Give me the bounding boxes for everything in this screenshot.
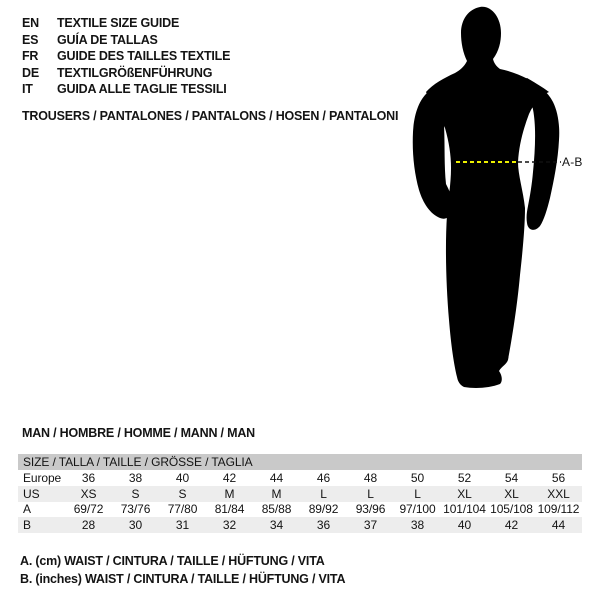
cell: 46 bbox=[316, 470, 331, 485]
cell: 73/76 bbox=[120, 502, 151, 517]
cell: 81/84 bbox=[214, 502, 245, 517]
row-label: US bbox=[18, 486, 65, 502]
cell: L bbox=[394, 486, 441, 502]
size-table bbox=[18, 454, 582, 533]
language-row-es bbox=[22, 32, 230, 49]
cell: 105/108 bbox=[490, 502, 533, 517]
cell: 97/100 bbox=[399, 502, 436, 517]
size-table-header-row bbox=[18, 454, 582, 470]
cell: 44 bbox=[535, 517, 582, 533]
row-label: Europe bbox=[23, 470, 62, 485]
cell: L bbox=[347, 486, 394, 502]
cell: 52 bbox=[457, 470, 472, 485]
cell: 48 bbox=[363, 470, 378, 485]
language-code: FR bbox=[22, 49, 39, 63]
note-b-inches: B. (inches) WAIST / CINTURA / TAILLE / HÜFTUNG / VITA bbox=[20, 571, 346, 586]
cell: 89/92 bbox=[308, 502, 339, 517]
cell: 36 bbox=[300, 517, 347, 533]
cell: 37 bbox=[347, 517, 394, 533]
language-label: TEXTILGRÖßENFÜHRUNG bbox=[57, 65, 213, 80]
language-row-de bbox=[22, 65, 230, 82]
cell: M bbox=[253, 486, 300, 502]
table-row-a-cm bbox=[18, 502, 582, 518]
language-code: DE bbox=[22, 65, 39, 80]
cell: 32 bbox=[206, 517, 253, 533]
cell: 31 bbox=[159, 517, 206, 533]
cell: XL bbox=[488, 486, 535, 502]
cell: 50 bbox=[410, 470, 425, 485]
cell: 28 bbox=[65, 517, 112, 533]
cell: 38 bbox=[128, 470, 143, 485]
cell: 40 bbox=[175, 470, 190, 485]
man-silhouette-icon bbox=[400, 0, 600, 420]
table-row-b-inches bbox=[18, 517, 582, 533]
cell: 30 bbox=[112, 517, 159, 533]
cell: S bbox=[159, 486, 206, 502]
cell: 42 bbox=[488, 517, 535, 533]
cell: 56 bbox=[551, 470, 566, 485]
cell: 54 bbox=[504, 470, 519, 485]
cell: XS bbox=[65, 486, 112, 502]
cell: 44 bbox=[269, 470, 284, 485]
man-silhouette-figure bbox=[400, 0, 600, 420]
section-title-man: MAN / HOMBRE / HOMME / MANN / MAN bbox=[22, 426, 255, 440]
note-a-cm: A. (cm) WAIST / CINTURA / TAILLE / HÜFTUNG / VITA bbox=[20, 554, 325, 568]
cell: M bbox=[206, 486, 253, 502]
language-row-it bbox=[22, 81, 230, 98]
cell: 93/96 bbox=[355, 502, 386, 517]
cell: XXL bbox=[535, 486, 582, 502]
cell: 85/88 bbox=[261, 502, 292, 517]
language-code: IT bbox=[22, 82, 33, 96]
cell: 34 bbox=[253, 517, 300, 533]
language-label: GUIDE DES TAILLES TEXTILE bbox=[57, 49, 231, 63]
cell: 36 bbox=[81, 470, 96, 485]
garment-title: TROUSERS / PANTALONES / PANTALONS / HOSEN / PANTALONI bbox=[22, 109, 399, 123]
cell: 101/104 bbox=[443, 502, 486, 517]
cell: 40 bbox=[441, 517, 488, 533]
row-label: B bbox=[18, 517, 65, 533]
waist-measure-label: A-B bbox=[562, 155, 583, 169]
cell: 77/80 bbox=[167, 502, 198, 517]
language-row-fr bbox=[22, 48, 230, 65]
row-label: A bbox=[23, 502, 31, 517]
cell: 109/112 bbox=[537, 502, 580, 517]
measurement-notes bbox=[20, 553, 345, 588]
table-row-europe bbox=[18, 470, 582, 486]
cell: L bbox=[300, 486, 347, 502]
language-code: EN bbox=[22, 16, 39, 30]
cell: 38 bbox=[394, 517, 441, 533]
cell: 69/72 bbox=[73, 502, 104, 517]
cell: 42 bbox=[222, 470, 237, 485]
cell: XL bbox=[441, 486, 488, 502]
table-row-us bbox=[18, 486, 582, 502]
language-code: ES bbox=[22, 32, 39, 47]
language-row-en bbox=[22, 15, 230, 32]
language-label: GUIDA ALLE TAGLIE TESSILI bbox=[57, 82, 227, 96]
language-label: TEXTILE SIZE GUIDE bbox=[57, 16, 180, 30]
size-table-header: SIZE / TALLA / TAILLE / GRÖSSE / TAGLIA bbox=[18, 454, 582, 470]
language-list bbox=[22, 15, 230, 98]
cell: S bbox=[112, 486, 159, 502]
language-label: GUÍA DE TALLAS bbox=[57, 32, 158, 47]
